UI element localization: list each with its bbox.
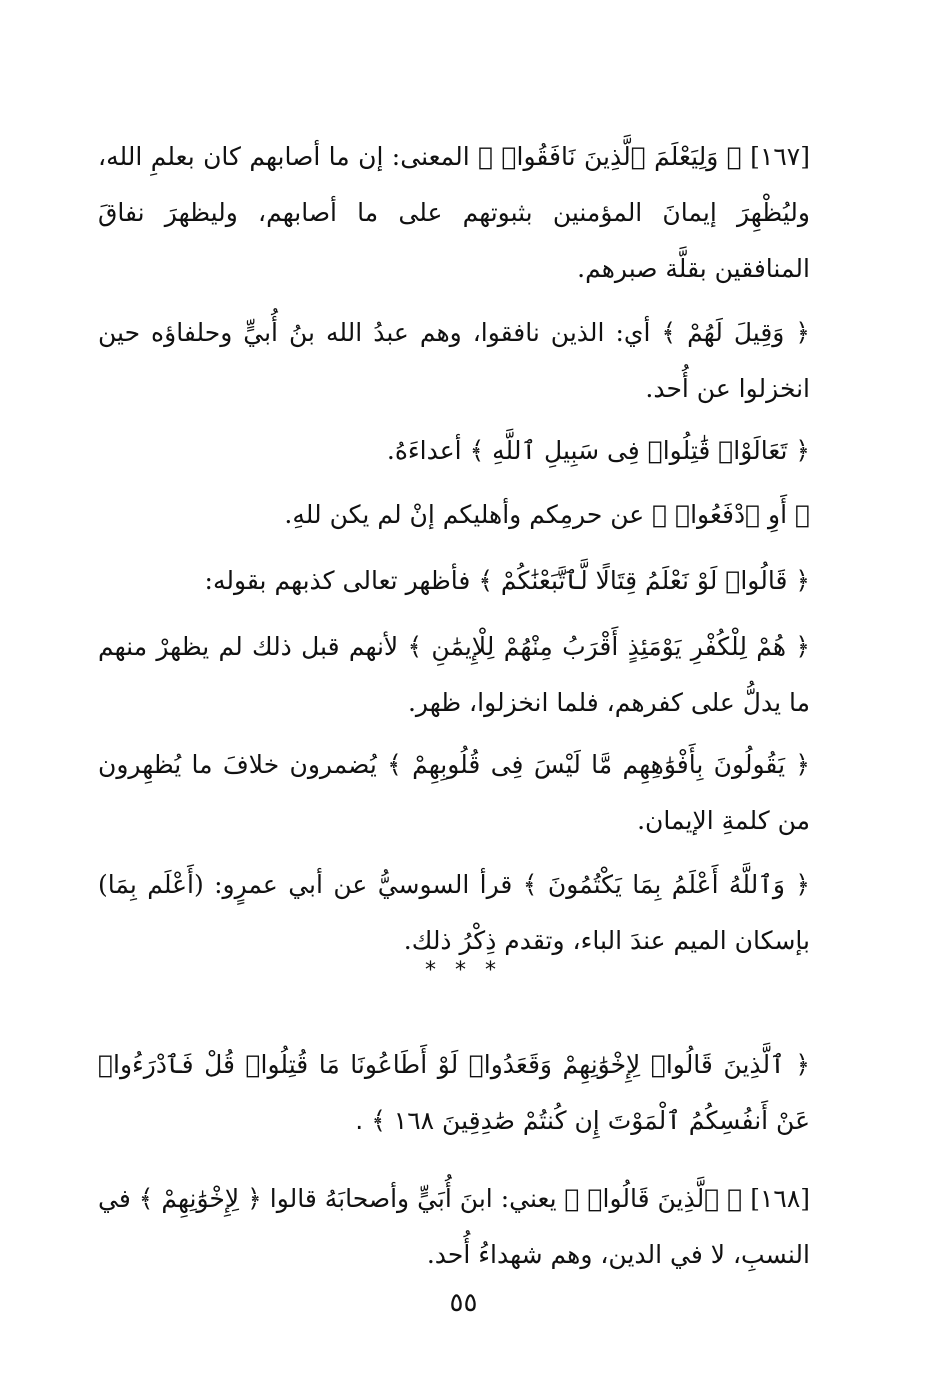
quran-verse: ﴿ ٱلَّذِينَ قَالُوا۟ ﴾ bbox=[564, 1184, 743, 1213]
quran-verse-block: ﴿ ٱلَّذِينَ قَالُوا۟ لِإِخْوَٰنِهِمْ وَقَعَدُوا۟ لَوْ أَطَاعُونَا مَا قُتِلُوا۟ قُلْ فَٱدْرَءُوا۟ عَنْ أَنفُسِكُمُ ٱلْمَوْتَ إِن كُنتُمْ صَٰدِقِينَ ١٦٨ ﴾ . bbox=[98, 1050, 810, 1135]
page-number: ٥٥ bbox=[449, 1288, 478, 1318]
quran-verse: ﴿ هُمْ لِلْكُفْرِ يَوْمَئِذٍ أَقْرَبُ مِنْهُمْ لِلْإِيمَٰنِ ﴾ bbox=[407, 632, 810, 661]
commentary-text: أي: الذين نافقوا، وهم عبدُ الله بنُ أُبيٍّ وحلفاؤه حين انخزلوا عن أُحد. bbox=[98, 318, 810, 403]
commentary-text: فأظهر تعالى كذبهم بقوله: bbox=[204, 566, 471, 595]
quran-verse: ﴿ قَالُوا۟ لَوْ نَعْلَمُ قِتَالًا لَّٱتَّبَعْنَٰكُمْ ﴾ bbox=[478, 566, 810, 595]
paragraph-commentary bbox=[98, 737, 810, 849]
commentary-text: في النسبِ، لا في الدين، وهم شهداءُ أُحد. bbox=[98, 1184, 810, 1269]
quran-verse: ﴿ لِإِخْوَٰنِهِمْ ﴾ bbox=[138, 1184, 262, 1213]
quran-verse: ﴿ وَٱللَّهُ أَعْلَمُ بِمَا يَكْتُمُونَ ﴾ bbox=[522, 870, 810, 899]
commentary-text: أعداءَهُ. bbox=[386, 436, 462, 465]
paragraph-commentary bbox=[98, 857, 810, 969]
quran-verse: ﴿ وَقِيلَ لَهُمْ ﴾ bbox=[661, 318, 810, 347]
paragraph-commentary bbox=[98, 553, 810, 609]
verse-number: [١٦٧] bbox=[750, 142, 810, 171]
paragraph-167 bbox=[98, 129, 810, 297]
section-separator: * * * bbox=[425, 958, 502, 983]
quran-verse: ﴿ يَقُولُونَ بِأَفْوَٰهِهِم مَّا لَيْسَ فِى قُلُوبِهِمْ ﴾ bbox=[387, 750, 810, 779]
commentary-text: عن حرمِكم وأهليكم إنْ لم يكن للهِ. bbox=[284, 500, 645, 529]
commentary-text: قرأ السوسيُّ عن أبي عمرٍو: (أَعْلَم بِمَا) بإسكان الميم عندَ الباء، وتقدم ذِكْرُ ذلك. bbox=[98, 870, 810, 955]
quran-verse: ﴿ أَوِ ٱدْفَعُوا۟ ﴾ bbox=[652, 500, 810, 529]
paragraph-commentary bbox=[98, 619, 810, 731]
paragraph-168 bbox=[98, 1171, 810, 1283]
quran-verse: ﴿ وَلِيَعْلَمَ ٱلَّذِينَ نَافَقُوا۟ ﴾ bbox=[478, 142, 742, 171]
quran-verse: ﴿ تَعَالَوْا۟ قَٰتِلُوا۟ فِى سَبِيلِ ٱللَّهِ ﴾ bbox=[469, 436, 810, 465]
commentary-text: المعنى: إن ما أصابهم كان بعلمِ الله، وليُظْهِرَ إيمانَ المؤمنين بثبوتهم على ما أصابهم، وليظهرَ نفاقَ المنافقين بقلَّة صبرهم. bbox=[98, 142, 810, 283]
verse-number: [١٦٨] bbox=[750, 1184, 811, 1213]
paragraph-commentary bbox=[98, 487, 810, 543]
commentary-text: يعني: ابنَ أُبَيٍّ وأصحابَهُ قالوا bbox=[269, 1184, 557, 1213]
paragraph-commentary bbox=[98, 423, 810, 479]
commentary-text: لأنهم قبل ذلك لم يظهرْ منهم ما يدلُّ على كفرهم، فلما انخزلوا، ظهر. bbox=[98, 632, 810, 717]
paragraph-commentary bbox=[98, 305, 810, 417]
commentary-text: يُضمرون خلافَ ما يُظهِرون من كلمةِ الإيمان. bbox=[98, 750, 810, 835]
